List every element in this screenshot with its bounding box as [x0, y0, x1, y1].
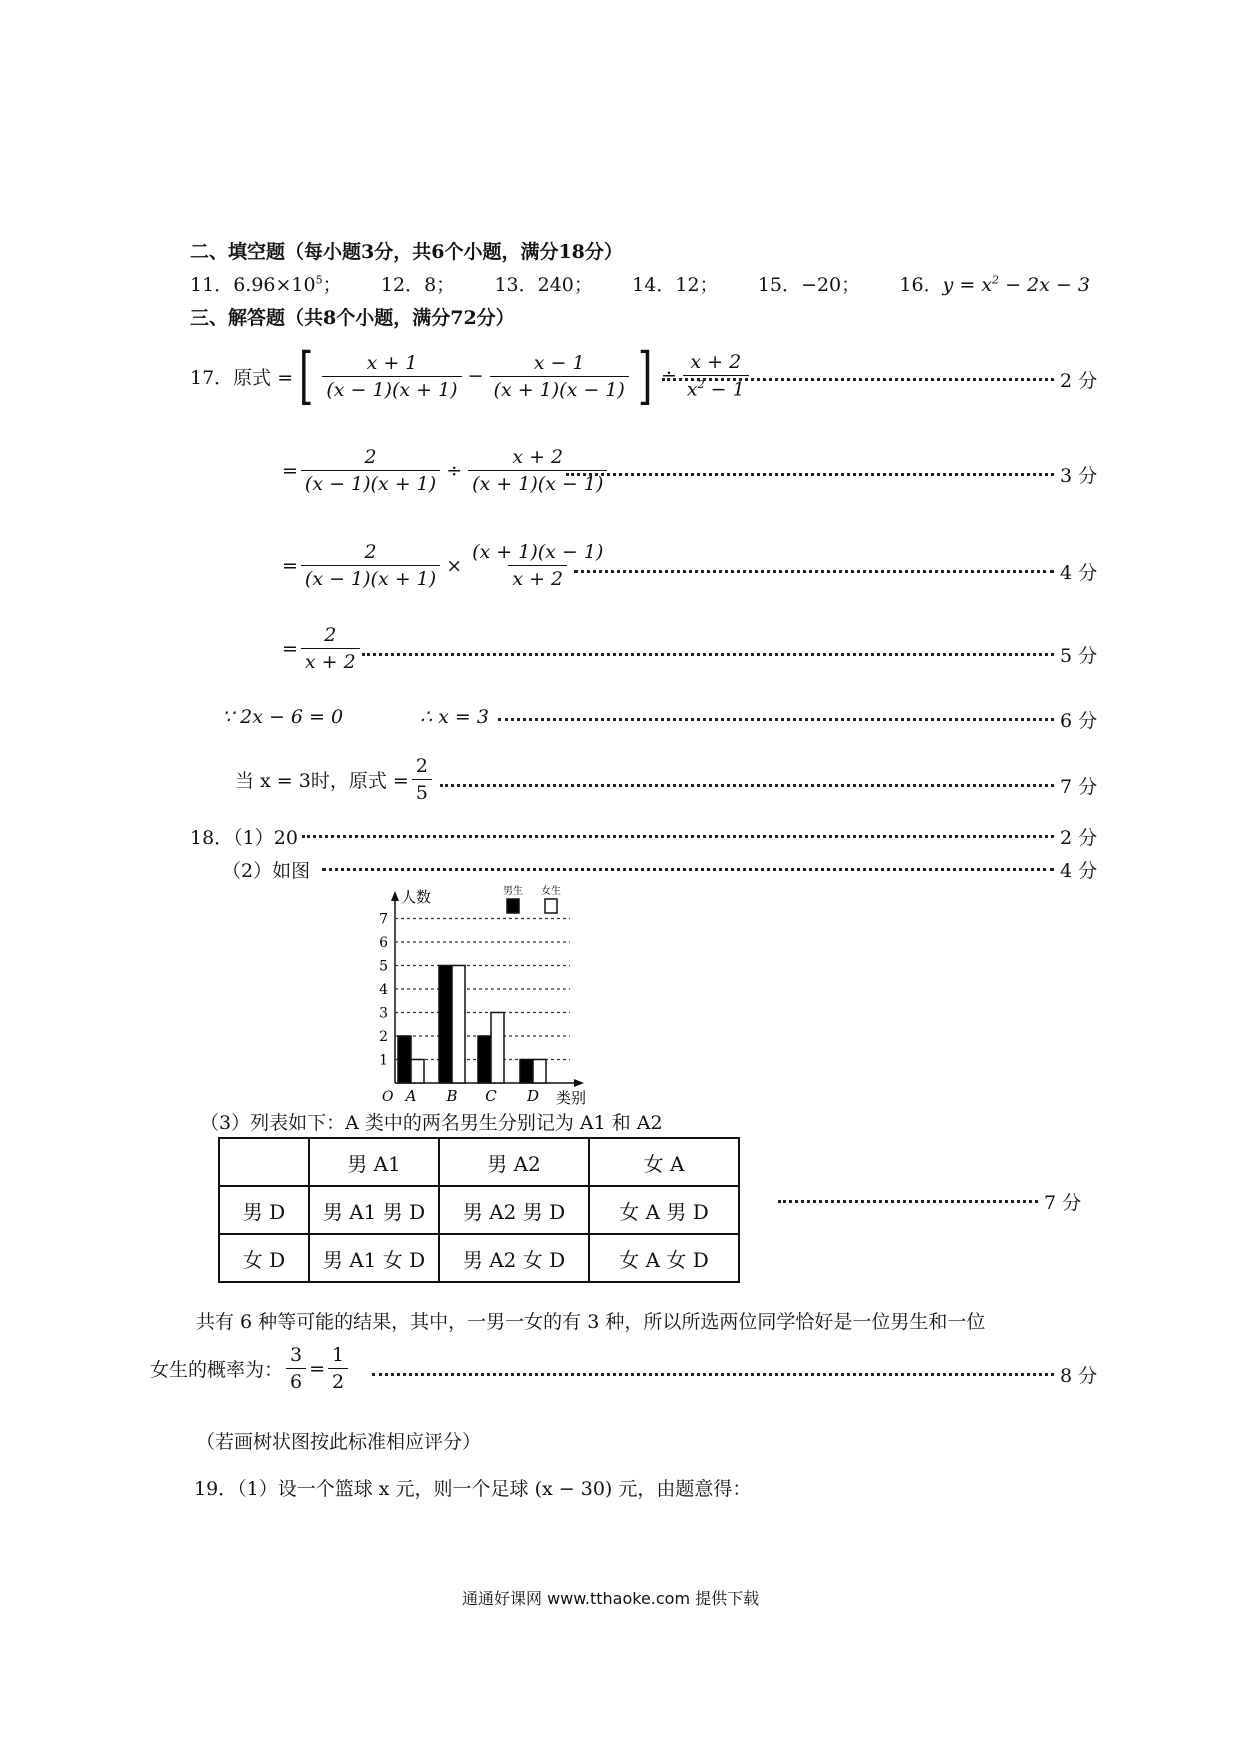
leader-dots — [498, 718, 1054, 721]
points-label: 8 分 — [1060, 1365, 1098, 1387]
fraction: $\frac{x + 2}{(x + 1)(x - 1)}$ — [468, 446, 607, 495]
y-tick-label: 5 — [379, 958, 388, 975]
table-cell: 男 A1 — [309, 1138, 439, 1186]
points-label: 2 分 — [1060, 827, 1098, 849]
equals-sign: = — [282, 637, 298, 660]
table-cell: 男 D — [219, 1186, 309, 1234]
table-cell: 男 A2 女 D — [439, 1234, 589, 1282]
x-axis-arrow — [574, 1079, 584, 1087]
fill-blank-answers — [190, 270, 1090, 297]
q19-line: 19．（1）设一个篮球 x 元，则一个足球 (x − 30) 元，由题意得： — [194, 1478, 752, 1500]
points-label: 6 分 — [1060, 710, 1098, 732]
evaluation-text: 当 x = 3时，原式 = — [235, 770, 409, 792]
legend-label: 男生 — [503, 886, 523, 897]
bar — [452, 966, 465, 1084]
points-label: 3 分 — [1060, 465, 1098, 487]
q18-part1: 18．（1）20 — [190, 827, 298, 849]
q17-line5-result: ∴ x = 3 — [420, 706, 489, 728]
q17-line6 — [235, 755, 435, 804]
points-label: 4 分 — [1060, 562, 1098, 584]
fraction: $\frac{2}{5}$ — [412, 755, 432, 804]
fraction: $\frac{1}{2}$ — [328, 1344, 348, 1393]
fraction: $\frac{x + 1}{(x - 1)(x + 1)}$ — [322, 352, 461, 401]
answer-16: 16．$y = x^2 - 2x - 3$ — [899, 273, 1090, 296]
probability-label: 女生的概率为： — [150, 1359, 284, 1381]
table-cell: 女 A — [589, 1138, 739, 1186]
y-tick-label: 1 — [379, 1052, 388, 1069]
q18-conclusion: 共有 6 种等可能的结果，其中，一男一女的有 3 种，所以所选两位同学恰好是一位男生和一位 — [196, 1311, 986, 1333]
outcome-table — [218, 1137, 740, 1283]
y-tick-label: 2 — [379, 1029, 388, 1045]
fraction: $\frac{3}{6}$ — [286, 1344, 306, 1393]
scoring-note: （若画树状图按此标准相应评分） — [196, 1431, 482, 1453]
x-tick-label: D — [526, 1087, 540, 1105]
table-cell: 女 A 男 D — [589, 1186, 739, 1234]
answer-14: 14．12； — [632, 274, 719, 296]
legend-swatch — [507, 899, 519, 913]
leader-dots — [440, 784, 1054, 787]
table-cell: 男 A1 女 D — [309, 1234, 439, 1282]
answer-13: 13．240； — [494, 274, 593, 296]
table-row — [219, 1234, 739, 1282]
table-cell: 男 A2 男 D — [439, 1186, 589, 1234]
points-label: 5 分 — [1060, 645, 1098, 667]
y-axis-arrow — [391, 891, 399, 901]
bar — [439, 966, 452, 1084]
right-bracket: ] — [637, 339, 653, 412]
bar — [533, 1060, 546, 1084]
equals-sign: = — [309, 1357, 326, 1380]
x-tick-label: B — [446, 1087, 458, 1105]
q17-line5-given: ∵ 2x − 6 = 0 — [222, 706, 344, 728]
q18-part3: （3）列表如下：A 类中的两名男生分别记为 A1 和 A2 — [200, 1112, 663, 1134]
fraction: $\frac{(x + 1)(x - 1)}{x + 2}$ — [472, 541, 604, 590]
y-axis-label: 人数 — [401, 888, 432, 906]
fraction: $\frac{2}{(x - 1)(x + 1)}$ — [301, 446, 440, 495]
table-header-row — [219, 1138, 739, 1186]
points-label: 4 分 — [1060, 860, 1098, 882]
q18-probability — [150, 1344, 351, 1393]
q18-part2: （2）如图 — [222, 860, 311, 882]
leader-dots — [662, 378, 1054, 381]
x-tick-label: C — [485, 1087, 497, 1105]
points-label: 7 分 — [1044, 1192, 1082, 1214]
left-bracket: [ — [298, 339, 314, 412]
legend-label: 女生 — [541, 886, 561, 897]
bar-chart — [360, 885, 660, 1107]
answer-15: 15．−20； — [757, 274, 861, 296]
answer-12: 12．8； — [380, 274, 456, 296]
bar — [411, 1060, 424, 1084]
y-tick-label: 7 — [379, 911, 388, 928]
divide-sign: ÷ — [661, 365, 677, 387]
answer-11: 11．$6.96\times 10^5$； — [190, 273, 342, 296]
fraction: $\frac{2}{x + 2}$ — [301, 624, 360, 673]
bar — [491, 1013, 504, 1084]
minus-sign: − — [467, 365, 484, 387]
x-tick-label: A — [405, 1087, 417, 1105]
y-tick-label: 4 — [379, 982, 388, 998]
fraction: $\frac{x - 1}{(x + 1)(x - 1)}$ — [490, 352, 629, 401]
equals-sign: = — [282, 554, 298, 577]
fraction: $\frac{2}{(x - 1)(x + 1)}$ — [301, 541, 440, 590]
times-sign: × — [446, 554, 463, 577]
table-cell: 女 A 女 D — [589, 1234, 739, 1282]
divide-sign: ÷ — [446, 459, 463, 482]
x-axis-label: 类别 — [556, 1089, 587, 1107]
y-tick-label: 3 — [379, 1005, 388, 1022]
leader-dots — [322, 868, 1054, 871]
bar — [520, 1060, 533, 1084]
legend-swatch — [545, 899, 557, 913]
leader-dots — [362, 653, 1054, 656]
table-cell: 男 A2 — [439, 1138, 589, 1186]
section2-heading: 二、填空题（每小题3分，共6个小题，满分18分） — [190, 241, 623, 263]
points-label: 2 分 — [1060, 370, 1098, 392]
bar — [478, 1036, 491, 1083]
y-tick-label: 6 — [379, 935, 388, 951]
origin-label: O — [382, 1089, 394, 1105]
table-cell — [219, 1138, 309, 1186]
table-row — [219, 1186, 739, 1234]
leader-dots — [302, 835, 1054, 838]
fraction: $\frac{x + 2}{x^2 - 1}$ — [683, 351, 749, 400]
q17-line4 — [282, 624, 363, 673]
bar — [398, 1036, 411, 1083]
leader-dots — [574, 570, 1054, 573]
q17-line2 — [282, 446, 610, 495]
section3-heading: 三、解答题（共8个小题，满分72分） — [190, 307, 515, 329]
points-label: 7 分 — [1060, 776, 1098, 798]
table-cell: 女 D — [219, 1234, 309, 1282]
q17-line3 — [282, 541, 610, 590]
q17-line1 — [190, 339, 752, 412]
q17-label: 17．原式 = — [190, 366, 294, 389]
footer: 通通好课网 www.tthaoke.com 提供下载 — [462, 1589, 760, 1608]
leader-dots — [372, 1373, 1054, 1376]
equals-sign: = — [282, 459, 298, 482]
table-cell: 男 A1 男 D — [309, 1186, 439, 1234]
leader-dots — [566, 473, 1054, 476]
leader-dots — [778, 1200, 1038, 1203]
